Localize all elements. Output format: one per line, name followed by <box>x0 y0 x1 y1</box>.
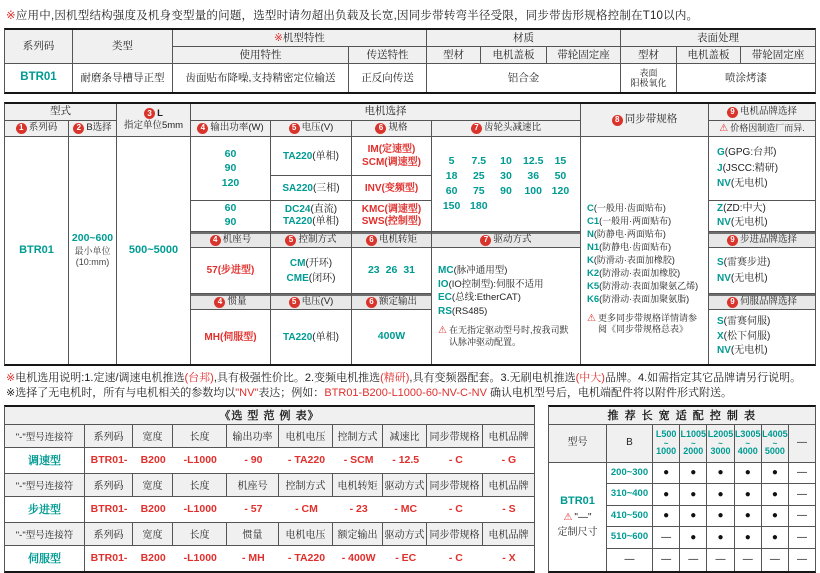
header-belt: 同步带规格 <box>427 523 483 545</box>
belt-option: K5(防滑动·表面加聚氨乙烯) <box>587 280 699 292</box>
col-header-cover-2: 电机盖板 <box>677 47 741 63</box>
ratio-row: 60 75 90 100 120 <box>445 185 570 197</box>
spec-inv-cell: INV (变频型) <box>352 176 431 201</box>
asterisk-mark: ※ <box>6 10 16 22</box>
feature-subheaders <box>173 47 426 63</box>
example-table-title: 《选 型 范 例 表》 <box>5 407 534 425</box>
asterisk-mark: ※ <box>6 372 16 384</box>
circled-number-2: 2 <box>73 123 84 134</box>
header-length: 长度 <box>173 425 227 447</box>
model-code-parts: BTR01- B200 -L1000 - 57 - CM - 23 - MC - C - S <box>90 503 516 516</box>
spec-kmc-sws-cell: KMC(调速型) SWS(控制型) <box>352 201 431 232</box>
col-header-seat-2: 带轮固定座 <box>741 47 815 63</box>
dot-cell: ● <box>735 484 762 506</box>
dash-cell: — <box>797 554 808 566</box>
warning-icon: ⚠ <box>563 511 573 523</box>
voltage-column <box>271 121 352 364</box>
example-header-row-speed <box>5 425 534 448</box>
dot-cell: ● <box>735 506 762 528</box>
dot-cell: ● <box>680 506 707 528</box>
model-value: BTR01 <box>560 495 595 508</box>
col-header-belt: 8 同步带规格 <box>581 104 708 137</box>
surface-rest-value: 喷涂烤漆 <box>725 71 767 84</box>
ratio-drive-column <box>432 121 580 364</box>
brand-option: S(雷赛步进) <box>717 256 771 268</box>
b-range: 410~500 <box>607 506 653 528</box>
b-range: 200~300 <box>607 463 653 485</box>
header-length-range: L500 ~ 1000 <box>653 425 680 463</box>
drive-default-note: ⚠ 在无指定驱动型号时,按我司默认脉冲驱动配置。 <box>438 325 569 347</box>
dash-cell: — <box>735 549 762 571</box>
dash-cell: — <box>789 506 815 528</box>
col-header-profile-2: 型材 <box>621 47 677 63</box>
header-length-range: L4005 ~ 5000 <box>762 425 789 463</box>
subheader-torque: 6 电机转矩 <box>352 232 431 248</box>
ratio-row: 150 180 <box>442 200 488 212</box>
power-values-ac: 60 90 120 <box>191 137 270 201</box>
belt-option: K6(防滑动·表面加聚氨脂) <box>587 293 690 305</box>
warning-icon: ⚠ <box>587 312 596 324</box>
series-column <box>5 121 69 364</box>
belt-option: C1(一般用·两面贴布) <box>587 215 672 227</box>
header-b: B <box>607 425 653 463</box>
dot-cell: ● <box>762 463 789 485</box>
voltage-single-phase: TA220 (单相) <box>271 137 351 176</box>
brand-option: J(JSCC:精研) <box>717 162 779 174</box>
drive-option: MC(脉冲通用型) <box>438 265 508 276</box>
dot-cell: ● <box>762 506 789 528</box>
drive-option: IO(IO控制型):伺服不适用 <box>438 278 544 290</box>
header-drive: 驱动方式 <box>383 474 427 496</box>
header-control: 控制方式 <box>333 425 383 447</box>
dash-cell: — <box>680 549 707 571</box>
circled-number-1: 1 <box>16 123 27 134</box>
material-group <box>427 30 621 63</box>
size-row <box>607 506 815 528</box>
bottom-section <box>4 405 816 573</box>
surface-profile-value: 表面 阳极氧化 <box>621 64 677 92</box>
motor-selection-notes <box>6 371 816 401</box>
control-mode-cell: CM(开环) CME(闭环) <box>271 248 351 294</box>
voltage-three-phase: SA220 (三相) <box>271 176 351 201</box>
dot-cell: ● <box>735 527 762 549</box>
brushless-brand-cell <box>709 201 815 232</box>
series-code-value: BTR01 <box>5 64 73 92</box>
circled-number-5: 5 <box>289 297 300 308</box>
power-column <box>191 121 271 364</box>
subheader-voltage-2: 5 电压(V) <box>271 294 351 310</box>
dash-cell: — <box>707 549 734 571</box>
header-brand: 电机品牌 <box>483 425 534 447</box>
b-range-cell <box>69 137 116 364</box>
brand-option: NV(无电机) <box>717 217 768 228</box>
circled-number-8: 8 <box>612 115 623 126</box>
b-range: 310~400 <box>607 484 653 506</box>
size-grid <box>607 425 815 571</box>
size-table-title: 推 荐 长 宽 适 配 控 制 表 <box>549 407 815 425</box>
header-frame: 机座号 <box>227 474 279 496</box>
col-header-type: 类型 <box>73 30 173 63</box>
warning-icon: ⚠ <box>438 325 447 336</box>
motor-brand-cell <box>709 137 815 201</box>
circled-number-3: 3 <box>144 108 155 119</box>
header-drive: 驱动方式 <box>383 523 427 545</box>
circled-number-9: 9 <box>727 107 738 118</box>
spec-im-scm-cell: IM(定速型) SCM(调速型) <box>352 137 431 176</box>
header-model: 型号 <box>549 425 607 463</box>
dot-cell: ● <box>735 463 762 485</box>
circled-number-9: 9 <box>727 235 738 246</box>
header-series: 系列码 <box>85 474 133 496</box>
size-row <box>607 527 815 549</box>
brand-option: X(松下伺服) <box>717 330 771 342</box>
subheader-control-mode: 5 控制方式 <box>271 232 351 248</box>
size-table <box>548 405 816 573</box>
header-connector: "-"型号连接符 <box>5 425 85 447</box>
example-value-row-step <box>5 497 534 523</box>
custom-size-note-line2: 定制尺寸 <box>557 526 598 538</box>
style-column-group <box>5 104 117 364</box>
subheader-drive-mode: 7 驱动方式 <box>432 232 580 248</box>
header-series: 系列码 <box>85 523 133 545</box>
motor-note-line-1: ※电机选用说明:1.定速/调速电机推选(台邦),具有极强性价比。2.变频电机推选(精研),具有变频器配套。3.无刷电机推选(中大)品牌。4.如需指定其它品牌请另行说明。 <box>6 372 802 384</box>
circled-number-6: 6 <box>375 123 386 134</box>
gear-ratio-cell <box>432 137 580 232</box>
header-voltage: 电机电压 <box>279 425 333 447</box>
selection-table <box>4 102 816 366</box>
servo-voltage-cell: TA220 (单相) <box>283 331 339 343</box>
length-range-cell: 500~5000 <box>128 244 179 257</box>
circled-number-9: 9 <box>727 297 738 308</box>
col-header-length: 3 L 指定单位5mm <box>117 104 190 137</box>
example-header-row-step <box>5 474 534 497</box>
dot-cell: ● <box>707 463 734 485</box>
brand-option: NV(无电机) <box>717 272 768 284</box>
use-feature-value: 齿面贴布降噪,支持精密定位输送 <box>173 64 349 92</box>
header-belt: 同步带规格 <box>427 425 483 447</box>
dot-cell: ● <box>653 484 680 506</box>
brand-option: G(GPG:台邦) <box>717 147 777 159</box>
header-voltage: 电机电压 <box>279 523 333 545</box>
size-row <box>607 463 815 485</box>
size-table-body <box>549 425 815 571</box>
brand-price-note: ⚠ 价格因制造厂而异. <box>709 121 815 137</box>
col-header-series-code: 1 系列码 <box>5 121 68 137</box>
spec-column <box>352 121 432 364</box>
dot-cell: ● <box>762 484 789 506</box>
header-rated-output: 额定输出 <box>333 523 383 545</box>
belt-option: N1(防静电·齿面贴布) <box>587 241 672 253</box>
b-select-column <box>69 121 116 364</box>
drive-option: EC(总线:EtherCAT) <box>438 292 521 303</box>
dash-cell: — <box>762 549 789 571</box>
length-unit-label: 指定单位5mm <box>123 120 184 131</box>
surface-subheaders <box>621 47 815 63</box>
circled-number-6: 6 <box>366 297 377 308</box>
subheader-inertia: 4 惯量 <box>191 294 270 310</box>
example-value-row-servo <box>5 546 534 571</box>
header-length-range: L1005 ~ 2000 <box>680 425 707 463</box>
custom-size-note-line1: ⚠ "—" <box>563 511 592 523</box>
dot-cell: ● <box>707 484 734 506</box>
circled-number-5: 5 <box>285 235 296 246</box>
circled-number-4: 4 <box>210 235 221 246</box>
circled-number-7: 7 <box>471 123 482 134</box>
dash-cell: — <box>789 463 815 485</box>
brand-column <box>709 104 815 364</box>
spec-table <box>4 28 816 94</box>
b-min-unit-value: (10:mm) <box>75 257 110 268</box>
belt-option: K2(防滑动·表面加橡胶) <box>587 267 681 279</box>
belt-option: C(一般用·齿面贴布) <box>587 202 666 214</box>
belt-option: K(防滑动·表面加橡胶) <box>587 254 675 266</box>
step-brand-cell <box>709 248 815 294</box>
header-length-range: L2005 ~ 3000 <box>707 425 734 463</box>
surface-group <box>621 30 815 63</box>
subheader-rated-output: 6 额定输出 <box>352 294 431 310</box>
dot-cell: ● <box>680 463 707 485</box>
col-header-material: 材质 <box>427 30 620 47</box>
dot-cell: ● <box>653 506 680 528</box>
header-connector: "-"型号连接符 <box>5 523 85 545</box>
col-header-spec: 6 规格 <box>352 121 431 137</box>
header-control: 控制方式 <box>279 474 333 496</box>
col-header-b-select: 2 B选择 <box>69 121 116 137</box>
header-inertia: 惯量 <box>227 523 279 545</box>
spec-header-row-1 <box>5 30 815 64</box>
ratio-row: 5 7.5 10 12.5 15 <box>448 155 567 167</box>
ratio-row: 18 25 30 36 50 <box>445 170 567 182</box>
dot-cell: ● <box>680 527 707 549</box>
dot-cell: ● <box>680 484 707 506</box>
transfer-feature-value: 正反向传送 <box>349 64 427 92</box>
col-header-surface: 表面处理 <box>621 30 815 47</box>
b-range: 510~600 <box>607 527 653 549</box>
belt-more-note: ⚠ 更多同步带规格详情请参阅《同步带规格总表》 <box>587 312 697 334</box>
dot-cell: ● <box>653 463 680 485</box>
header-width: 宽度 <box>133 523 173 545</box>
size-row <box>607 484 815 506</box>
model-column <box>549 425 607 571</box>
row-label-servo-type: 伺服型 <box>5 546 85 571</box>
col-header-feature: ※ 机型特性 <box>173 30 426 47</box>
top-caution-note <box>6 7 816 23</box>
size-row <box>607 549 815 571</box>
dot-cell: ● <box>762 527 789 549</box>
header-belt: 同步带规格 <box>427 474 483 496</box>
brand-option: S(雷赛伺服) <box>717 316 771 328</box>
circled-number-5: 5 <box>289 123 300 134</box>
subheader-step-brand: 9 步进品牌选择 <box>709 232 815 248</box>
header-brand: 电机品牌 <box>483 474 534 496</box>
header-length-range: L3005 ~ 4000 <box>735 425 762 463</box>
col-header-series: 系列码 <box>5 30 73 63</box>
brand-option: NV(无电机) <box>717 345 768 357</box>
col-header-transfer: 传送特性 <box>349 47 426 63</box>
model-cell <box>549 463 607 571</box>
motor-select-group <box>191 104 581 364</box>
warning-icon: ⚠ <box>719 123 729 134</box>
dash-cell: — <box>789 527 815 549</box>
subheader-servo-brand: 9 伺服品牌选择 <box>709 294 815 310</box>
belt-column <box>581 104 709 364</box>
brand-option: Z(ZD:中大) <box>717 203 766 214</box>
drive-mode-cell <box>432 248 580 364</box>
header-series: 系列码 <box>85 425 133 447</box>
col-header-gear-ratio: 7 齿轮头减速比 <box>432 121 580 137</box>
servo-brand-cell <box>709 310 815 364</box>
asterisk-mark: ※ <box>274 31 283 44</box>
inertia-cell: MH (伺服型) <box>204 331 257 343</box>
drive-option: RS(RS485) <box>438 305 488 317</box>
circled-number-4: 4 <box>197 123 208 134</box>
col-header-use: 使用特性 <box>173 47 349 63</box>
size-header-row <box>607 425 815 463</box>
brand-option: NV(无电机) <box>717 178 768 190</box>
length-column <box>117 104 191 364</box>
row-label-speed-type: 调速型 <box>5 448 85 473</box>
header-torque: 电机转矩 <box>333 474 383 496</box>
type-value: 耐磨条导槽导正型 <box>73 64 173 92</box>
voltage-dc-cell: DC24(直流) TA220(单相) <box>271 201 351 232</box>
group-header-style: 型式 <box>5 104 116 121</box>
dash-cell: — <box>653 527 680 549</box>
circled-number-7: 7 <box>480 235 491 246</box>
spec-data-row <box>5 64 815 92</box>
circled-number-6: 6 <box>366 235 377 246</box>
header-ratio: 减速比 <box>383 425 427 447</box>
b-min-unit-label: 最小单位 <box>74 245 111 256</box>
row-label-step-type: 步进型 <box>5 497 85 522</box>
rated-output-cell: 400W <box>377 330 406 343</box>
motor-note-line-2: ※选择了无电机时，所有与电机相关的参数均以"NV"表达；例如：BTR01-B200-L1000-60-NV-C-NV 确认电机型号后，电机端配件将以附件形式附送。 <box>6 386 733 399</box>
header-width: 宽度 <box>133 425 173 447</box>
col-header-brand: 9 电机品牌选择 <box>709 104 815 121</box>
b-range-value: 200~600 <box>71 231 114 244</box>
model-code-parts: BTR01- B200 -L1000 - MH - TA220 - 400W - EC - C - X <box>90 552 516 565</box>
frame-size-cell: 57 (步进型) <box>191 248 270 294</box>
header-power: 输出功率 <box>227 425 279 447</box>
dash-cell: — <box>789 484 815 506</box>
belt-options-cell <box>581 137 708 364</box>
material-subheaders <box>427 47 620 63</box>
header-dash: — <box>789 425 815 463</box>
header-length: 长度 <box>173 474 227 496</box>
header-brand: 电机品牌 <box>483 523 534 545</box>
dot-cell: ● <box>707 506 734 528</box>
header-width: 宽度 <box>133 474 173 496</box>
subheader-frame-size: 4 机座号 <box>191 232 270 248</box>
col-header-voltage: 5 电压(V) <box>271 121 351 137</box>
torque-cell: 23 26 31 <box>352 248 431 294</box>
belt-option: N(防静电·两面贴布) <box>587 228 666 240</box>
example-value-row-speed <box>5 448 534 474</box>
series-code-cell: BTR01 <box>19 244 54 257</box>
col-header-cover: 电机盖板 <box>481 47 547 63</box>
header-connector: "-"型号连接符 <box>5 474 85 496</box>
feature-group <box>173 30 427 63</box>
circled-number-4: 4 <box>214 297 225 308</box>
power-values-dc: 60 90 <box>191 201 270 232</box>
top-caution-text: 应用中,因机型结构强度及机身变型量的问题，选型时请勿超出负载及长宽,因同步带转弯半径受限，同步带齿形规格控制在T10以内。 <box>15 10 699 22</box>
col-header-seat: 带轮固定座 <box>547 47 620 63</box>
header-length: 长度 <box>173 523 227 545</box>
col-header-power: 4 输出功率(W) <box>191 121 270 137</box>
dash-cell: — <box>653 549 680 571</box>
model-code-parts: BTR01- B200 -L1000 - 90 - TA220 - SCM - 12.5 - C - G <box>90 454 517 467</box>
b-range: — <box>607 549 653 571</box>
group-header-motor: 电机选择 <box>191 104 580 121</box>
example-header-row-servo <box>5 523 534 546</box>
col-header-profile: 型材 <box>427 47 481 63</box>
example-table <box>4 405 535 573</box>
dot-cell: ● <box>707 527 734 549</box>
material-value: 铝合金 <box>427 64 621 92</box>
